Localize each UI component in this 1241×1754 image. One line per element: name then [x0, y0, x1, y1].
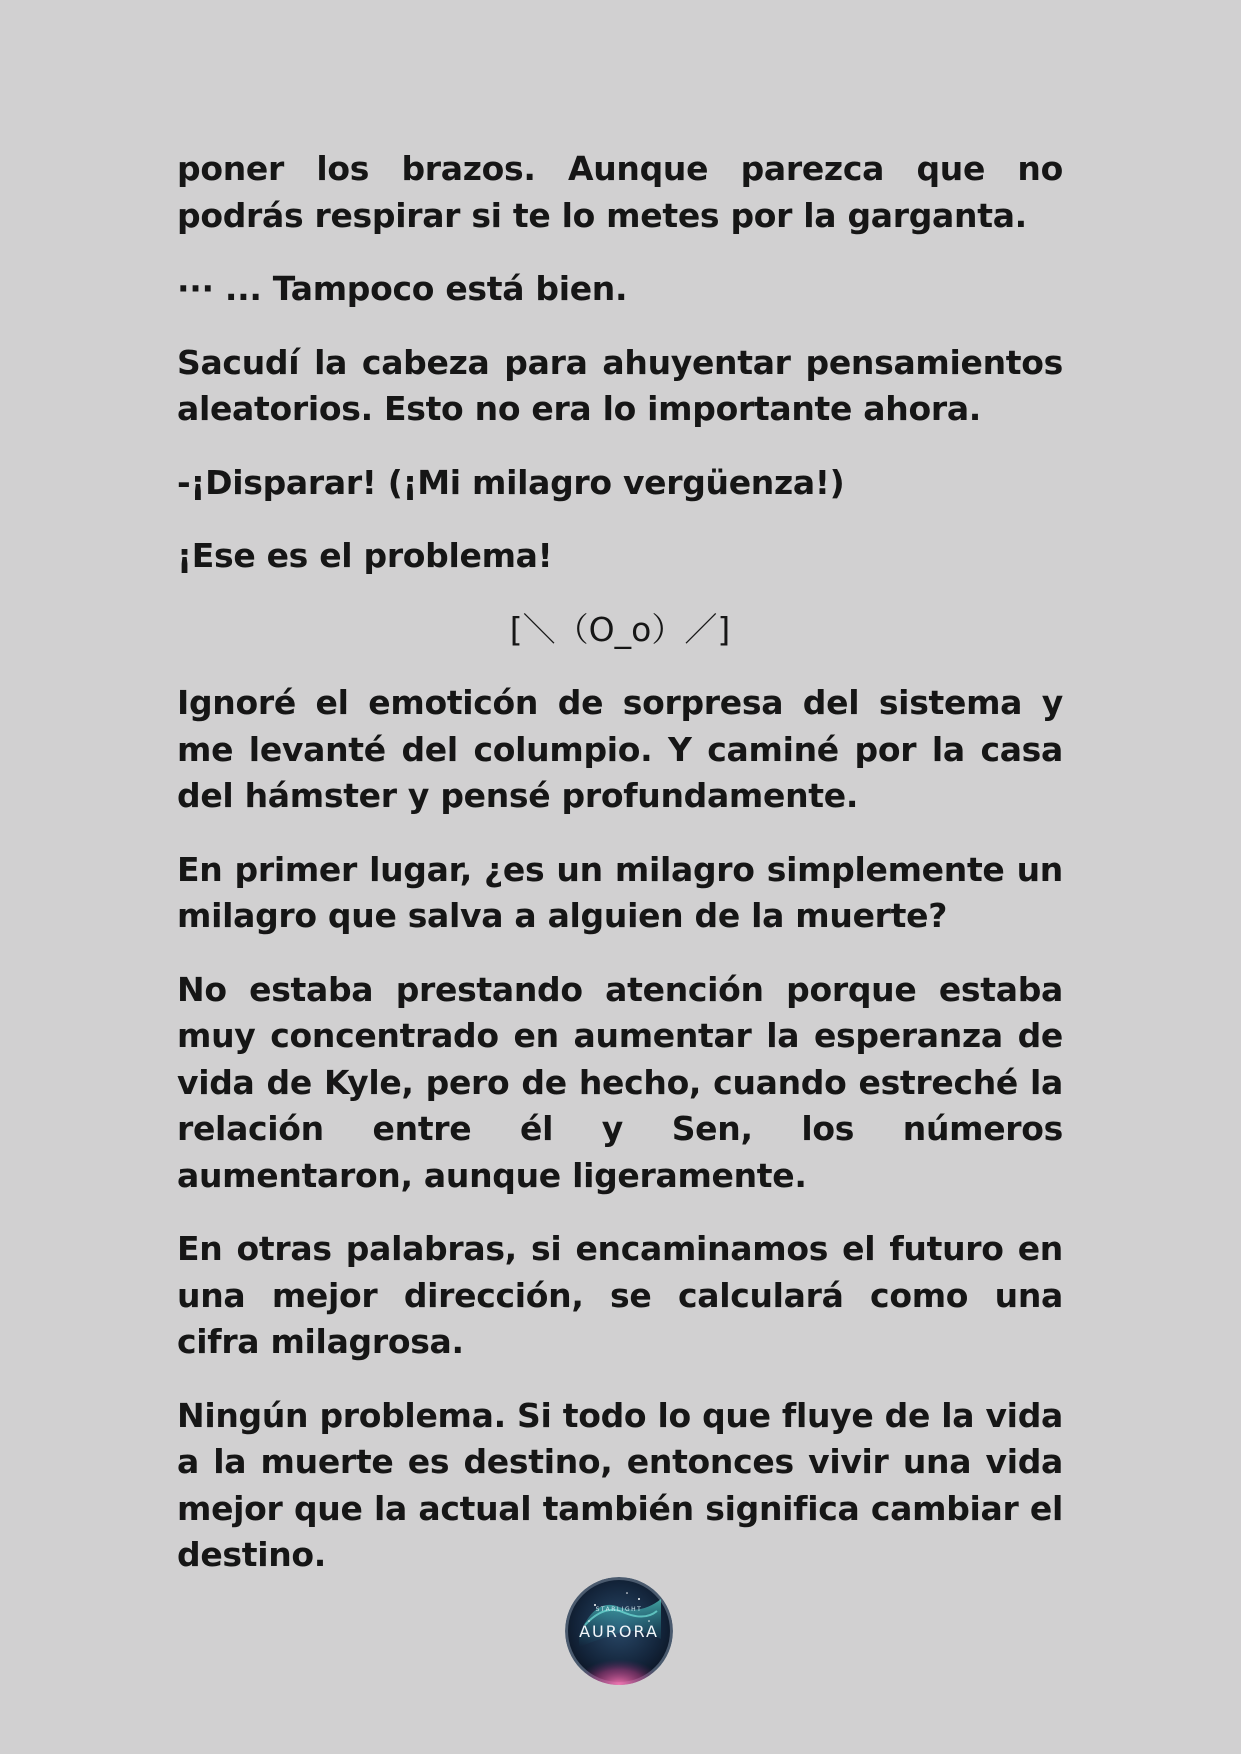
system-emoticon: [＼（O_o）／] — [509, 609, 731, 649]
paragraph-4-dialogue: -¡Disparar! (¡Mi milagro vergüenza!) — [177, 462, 845, 502]
paragraph-2: ··· ... Tampoco está bien. — [177, 269, 628, 308]
paragraph-10: Ningún problema. Si todo lo que fluye de la vida a la muerte es destino, entonces vivir una vida mejor que la actual también significa cambiar el destino. — [177, 1395, 1063, 1574]
paragraph-3: Sacudí la cabeza para ahuyentar pensamientos aleatorios. Esto no era lo importante ahora. — [177, 342, 1063, 428]
logo-top-text: STARLIGHT — [595, 1606, 643, 1613]
aurora-logo-graphic — [565, 1577, 673, 1685]
page-content — [177, 146, 1063, 1606]
aurora-logo — [565, 1577, 673, 1685]
paragraph-5: ¡Ese es el problema! — [177, 536, 553, 575]
logo-main-text: AURORA — [579, 1622, 659, 1641]
paragraph-9: En otras palabras, si encaminamos el futuro en una mejor dirección, se calculará como una cifra milagrosa. — [177, 1229, 1063, 1361]
paragraph-1: poner los brazos. Aunque parezca que no podrás respirar si te lo metes por la garganta. — [177, 149, 1063, 235]
paragraph-6: Ignoré el emoticón de sorpresa del sistema y me levanté del columpio. Y caminé por la casa del hámster y pensé profundamente. — [177, 683, 1063, 815]
paragraph-7: En primer lugar, ¿es un milagro simplemente un milagro que salva a alguien de la muerte? — [177, 849, 1063, 935]
paragraph-8: No estaba prestando atención porque estaba muy concentrado en aumentar la esperanza de vida de Kyle, pero de hecho, cuando estreché la relación entre él y Sen, los números aumentaron, aunque ligeramente. — [177, 969, 1063, 1195]
